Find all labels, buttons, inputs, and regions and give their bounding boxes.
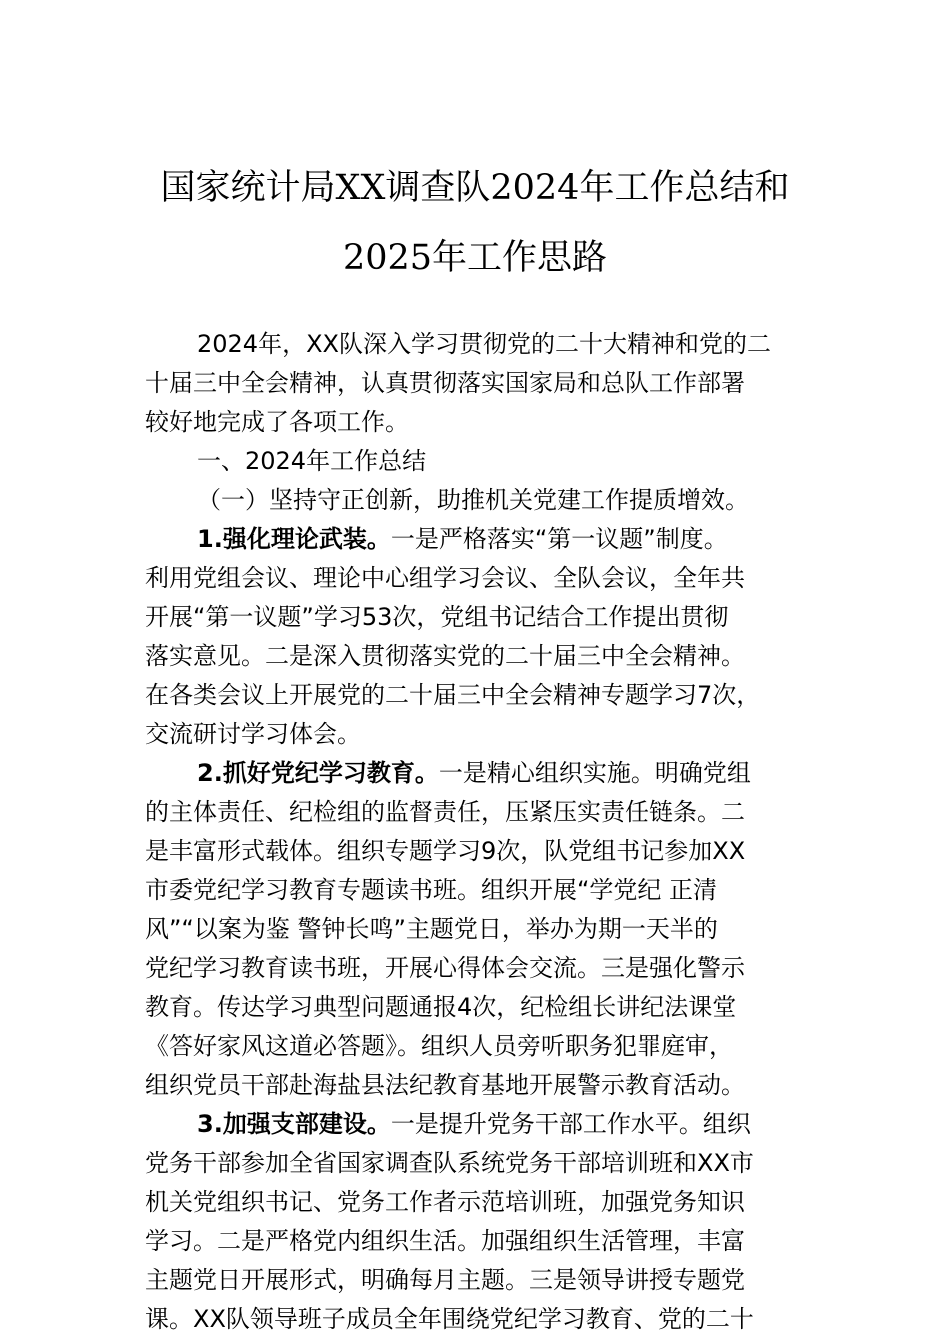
item-2-line: 市委党纪学习教育专题读书班。组织开展“学党纪 正清 [145, 876, 718, 904]
item-2-line: 教育。传达学习典型问题通报4次，纪检组长讲纪法课堂 [145, 993, 737, 1021]
section-heading: 一、2024年工作总结 [197, 447, 427, 475]
item-2-line: 《答好家风这道必答题》。组织人员旁听职务犯罪庭审， [145, 1032, 733, 1060]
item-2-line: 组织党员干部赴海盐县法纪教育基地开展警示教育活动。 [145, 1071, 745, 1099]
document-title-line-1: 国家统计局XX调查队2024年工作总结和 [160, 168, 790, 208]
item-2-line: 是丰富形式载体。组织专题学习9次，队党组书记参加XX [145, 837, 746, 865]
item-1-line: 落实意见。二是深入贯彻落实党的二十届三中全会精神。 [145, 642, 745, 670]
item-3-lead: 3.加强支部建设。 [197, 1110, 391, 1138]
item-1-line: 在各类会议上开展党的二十届三中全会精神专题学习7次， [145, 681, 761, 709]
item-2-lead: 2.抓好党纪学习教育。 [197, 759, 439, 787]
item-3-line: 学习。二是严格党内组织生活。加强组织生活管理，丰富 [145, 1227, 745, 1255]
subsection-heading: （一）坚持守正创新，助推机关党建工作提质增效。 [197, 486, 749, 514]
intro-paragraph-line: 2024年，XX队深入学习贯彻党的二十大精神和党的二 [197, 330, 771, 358]
item-1-line: 利用党组会议、理论中心组学习会议、全队会议，全年共 [145, 564, 745, 592]
intro-paragraph-line: 十届三中全会精神，认真贯彻落实国家局和总队工作部署 [145, 369, 745, 397]
item-1-text: 一是严格落实“第一议题”制度。 [390, 525, 728, 553]
item-1-lead: 1.强化理论武装。 [197, 525, 391, 553]
document-title-line-2: 2025年工作思路 [342, 238, 608, 278]
item-2-line: 风”“以案为鉴 警钟长鸣”主题党日，举办为期一天半的 [145, 915, 718, 943]
item-3-line: 课。XX队领导班子成员全年围绕党纪学习教育、党的二十 [145, 1305, 754, 1333]
item-2-line: 党纪学习教育读书班，开展心得体会交流。三是强化警示 [145, 954, 745, 982]
item-2-line: 的主体责任、纪检组的监督责任，压紧压实责任链条。二 [145, 798, 745, 826]
item-3-line: 主题党日开展形式，明确每月主题。三是领导讲授专题党 [145, 1266, 745, 1294]
item-1-line [145, 520, 815, 559]
item-3-line: 机关党组织书记、党务工作者示范培训班，加强党务知识 [145, 1188, 745, 1216]
item-3-line [145, 1105, 815, 1144]
item-3-line: 党务干部参加全省国家调查队系统党务干部培训班和XX市 [145, 1149, 754, 1177]
item-3-text: 一是提升党务干部工作水平。组织 [390, 1110, 751, 1138]
intro-paragraph-line: 较好地完成了各项工作。 [145, 408, 409, 436]
item-2-text: 一是精心组织实施。明确党组 [438, 759, 751, 787]
item-1-line: 交流研讨学习体会。 [145, 720, 361, 748]
item-1-line: 开展“第一议题”学习53次，党组书记结合工作提出贯彻 [145, 603, 729, 631]
item-2-line [145, 754, 815, 793]
document-body [145, 325, 815, 1339]
